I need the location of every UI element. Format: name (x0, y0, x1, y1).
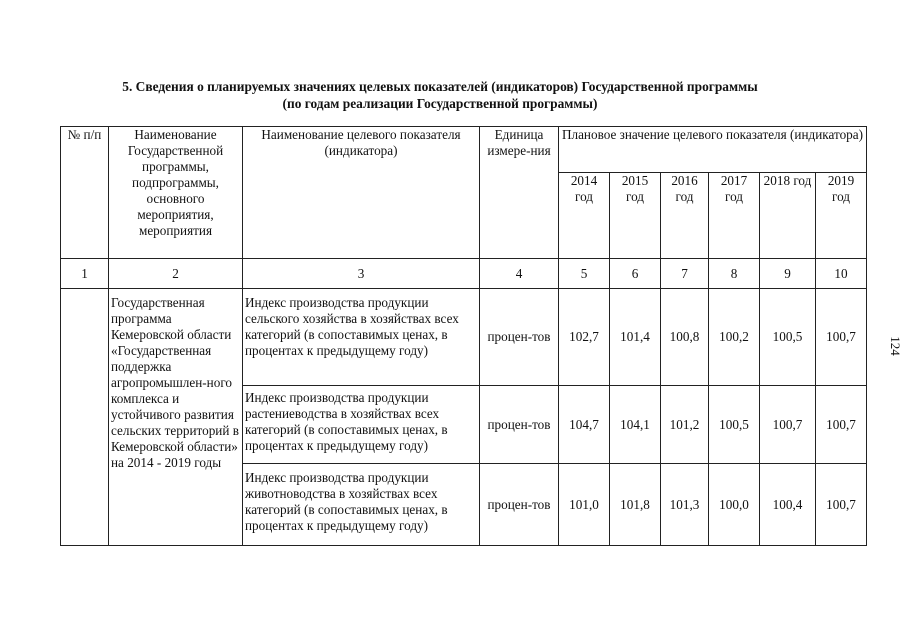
column-number-row (61, 259, 867, 289)
column-number: 3 (243, 259, 480, 289)
row-number-cell (61, 289, 109, 546)
page-number: 124 (888, 336, 903, 356)
unit-cell: процен-тов (480, 386, 559, 464)
header-year: 2014 год (559, 173, 610, 259)
value-cell: 100,7 (816, 464, 867, 546)
header-program-name: Наименование Государственной программы, подпрограммы, основного мероприятия, мероприятия (109, 127, 243, 259)
header-year: 2018 год (760, 173, 816, 259)
value-cell: 104,7 (559, 386, 610, 464)
header-indicator-name: Наименование целевого показателя (индикатора) (243, 127, 480, 259)
title-line-2: (по годам реализации Государственной программы) (282, 96, 598, 111)
value-cell: 100,0 (709, 464, 760, 546)
title-line-1 (60, 78, 820, 95)
value-cell: 102,7 (559, 289, 610, 386)
column-number: 5 (559, 259, 610, 289)
title-line-1-text: . Сведения о планируемых значениях целевых показателей (индикаторов) Государственной программы (128, 79, 758, 94)
value-cell: 101,4 (610, 289, 661, 386)
column-number: 9 (760, 259, 816, 289)
column-number: 4 (480, 259, 559, 289)
value-cell: 101,2 (661, 386, 709, 464)
value-cell: 100,7 (816, 386, 867, 464)
column-number: 2 (109, 259, 243, 289)
unit-cell: процен-тов (480, 464, 559, 546)
document-title (60, 78, 820, 112)
indicator-name: Индекс производства продукции сельского хозяйства в хозяйствах всех категорий (в сопоставимых ценах, в процентах к предыдущему году) (243, 289, 480, 386)
header-row-1 (61, 127, 867, 173)
section-number: 5 (122, 79, 129, 94)
column-number: 10 (816, 259, 867, 289)
value-cell: 100,4 (760, 464, 816, 546)
value-cell: 101,8 (610, 464, 661, 546)
header-year: 2015 год (610, 173, 661, 259)
column-number: 1 (61, 259, 109, 289)
value-cell: 101,0 (559, 464, 610, 546)
indicator-name: Индекс производства продукции животноводства в хозяйствах всех категорий (в сопоставимых ценах, в процентах к предыдущему году) (243, 464, 480, 546)
header-year: 2019 год (816, 173, 867, 259)
value-cell: 100,5 (709, 386, 760, 464)
indicator-name: Индекс производства продукции растениеводства в хозяйствах всех категорий (в сопоставимых ценах, в процентах к предыдущему году) (243, 386, 480, 464)
value-cell: 100,8 (661, 289, 709, 386)
value-cell: 104,1 (610, 386, 661, 464)
unit-cell: процен-тов (480, 289, 559, 386)
column-number: 8 (709, 259, 760, 289)
value-cell: 100,2 (709, 289, 760, 386)
header-year: 2017 год (709, 173, 760, 259)
column-number: 7 (661, 259, 709, 289)
indicators-table (60, 126, 867, 546)
value-cell: 101,3 (661, 464, 709, 546)
column-number: 6 (610, 259, 661, 289)
header-number: № п/п (61, 127, 109, 259)
value-cell: 100,5 (760, 289, 816, 386)
table-row (61, 289, 867, 386)
value-cell: 100,7 (760, 386, 816, 464)
value-cell: 100,7 (816, 289, 867, 386)
header-planned-value: Плановое значение целевого показателя (индикатора) (559, 127, 867, 173)
header-unit: Единица измере-ния (480, 127, 559, 259)
program-name-cell: Государственная программа Кемеровской области «Государственная поддержка агропромышлен-ного комплекса и устойчивого развития сельских территорий в Кемеровской области» на 2014 - 2019 годы (109, 289, 243, 546)
header-year: 2016 год (661, 173, 709, 259)
